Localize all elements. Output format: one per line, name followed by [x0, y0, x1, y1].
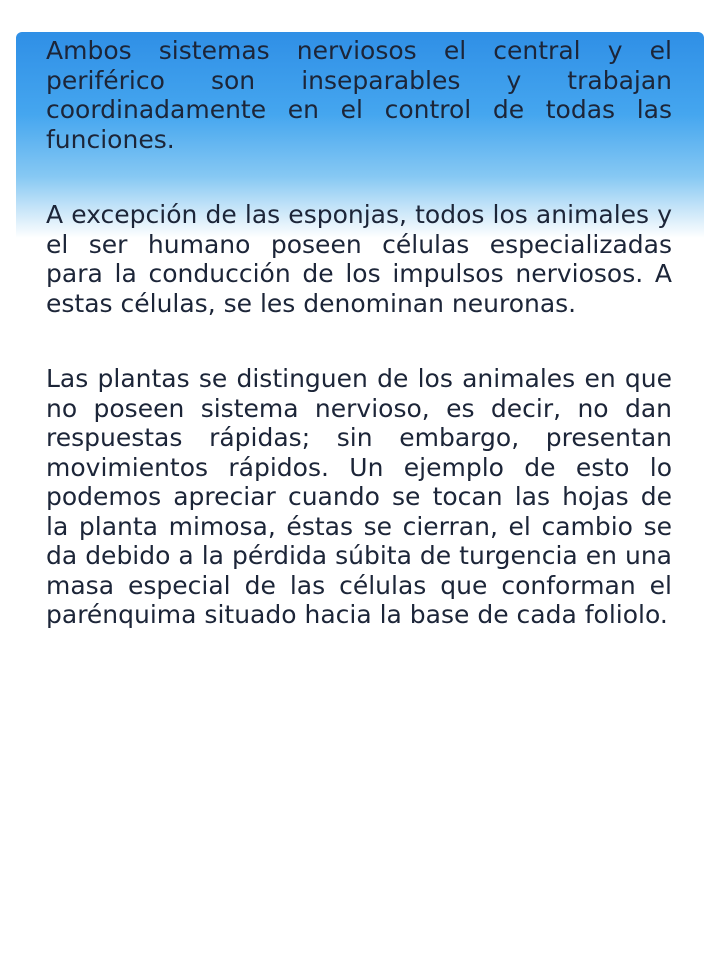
paragraph-plants: Las plantas se distinguen de los animales en que no poseen sistema nervioso, es decir, no dan respuestas rápidas; sin embargo, presentan movimientos rápidos. Un ejemplo de esto lo podemos apreciar cuando se tocan las hojas de la planta mimosa, éstas se cierran, el cambio se da debido a la pérdida súbita de turgencia en una masa especial de las células que conforman el parénquima situado hacia la base de cada foliolo.	[46, 364, 672, 629]
text-content	[46, 36, 672, 630]
paragraph-nervous-systems: Ambos sistemas nerviosos el central y el periférico son inseparables y trabajan coordinadamente en el control de todas las funciones.	[46, 36, 672, 154]
paragraph-neurons: A excepción de las esponjas, todos los animales y el ser humano poseen células especializadas para la conducción de los impulsos nerviosos. A estas células, se les denominan neuronas.	[46, 200, 672, 318]
